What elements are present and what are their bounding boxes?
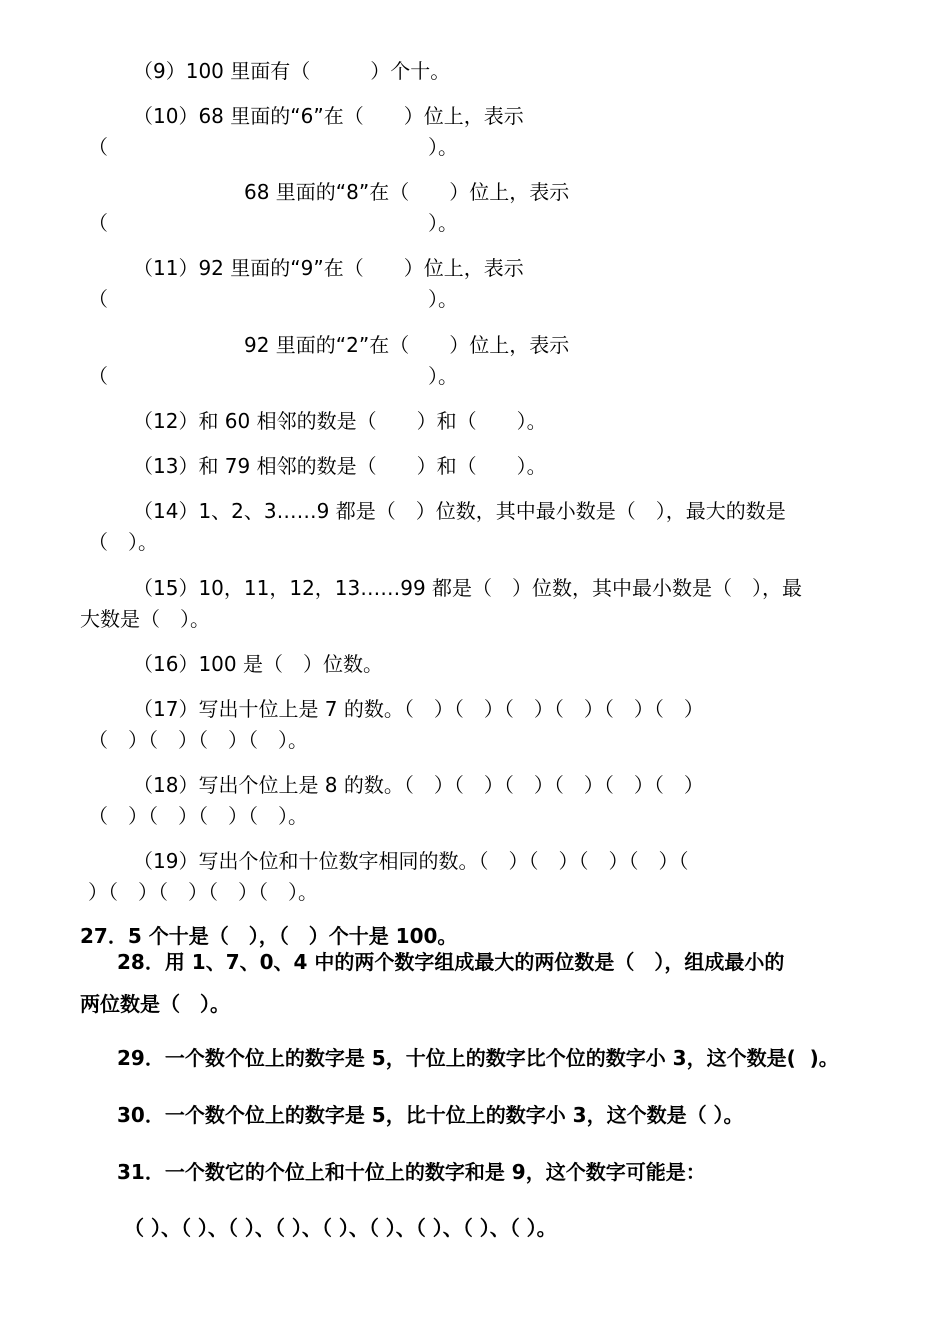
- question-19-line-1: （19）写出个位和十位数字相同的数。（ ）（ ）（ ）（ ）（: [133, 849, 689, 873]
- question-14-line-2: （ ）。: [88, 530, 158, 554]
- question-28-line-1: 28．用 1、7、0、4 中的两个数字组成最大的两位数是（ ），组成最小的: [117, 950, 785, 974]
- question-29: 29．一个数个位上的数字是 5，十位上的数字比个位的数字小 3，这个数是( )。: [117, 1046, 839, 1070]
- question-9: （9）100 里面有（ ）个十。: [133, 59, 451, 83]
- question-31: 31．一个数它的个位上和十位上的数字和是 9，这个数字可能是：: [117, 1160, 706, 1184]
- question-28-line-2: 两位数是（ ）。: [80, 992, 230, 1016]
- question-10-line-1: （10）68 里面的“6”在（ ）位上，表示: [133, 104, 524, 128]
- question-15-line-1: （15）10，11，12，13……99 都是（ ）位数，其中最小数是（ ），最: [133, 576, 803, 600]
- question-19-line-2: ）（ ）（ ）（ ）（ ）。: [88, 880, 318, 904]
- question-11b-line-2: （ ）。: [88, 364, 458, 388]
- question-11-line-2: （ ）。: [88, 287, 458, 311]
- question-15-line-2: 大数是（ ）。: [80, 607, 210, 631]
- question-13: （13）和 79 相邻的数是（ ）和（ ）。: [133, 454, 547, 478]
- question-11b-line-1: 92 里面的“2”在（ ）位上，表示: [244, 333, 570, 357]
- question-31-blanks: （ ）、（ ）、（ ）、（ ）、（ ）、（ ）、（ ）、（ ）、（ ）。: [124, 1216, 557, 1240]
- question-18-line-1: （18）写出个位上是 8 的数。（ ）（ ）（ ）（ ）（ ）（ ）: [133, 773, 704, 797]
- question-30: 30．一个数个位上的数字是 5，比十位上的数字小 3，这个数是（ ）。: [117, 1103, 744, 1127]
- question-18-line-2: （ ）（ ）（ ）（ ）。: [88, 804, 308, 828]
- question-17-line-1: （17）写出十位上是 7 的数。（ ）（ ）（ ）（ ）（ ）（ ）: [133, 697, 704, 721]
- question-10b-line-2: （ ）。: [88, 211, 458, 235]
- question-27: 27．5 个十是（ ），（ ）个十是 100。: [80, 924, 458, 948]
- question-17-line-2: （ ）（ ）（ ）（ ）。: [88, 728, 308, 752]
- question-14-line-1: （14）1、2、3……9 都是（ ）位数，其中最小数是（ ），最大的数是: [133, 499, 786, 523]
- question-16: （16）100 是（ ）位数。: [133, 652, 383, 676]
- question-10-line-2: （ ）。: [88, 135, 458, 159]
- question-12: （12）和 60 相邻的数是（ ）和（ ）。: [133, 409, 547, 433]
- question-10b-line-1: 68 里面的“8”在（ ）位上，表示: [244, 180, 570, 204]
- question-11-line-1: （11）92 里面的“9”在（ ）位上，表示: [133, 256, 524, 280]
